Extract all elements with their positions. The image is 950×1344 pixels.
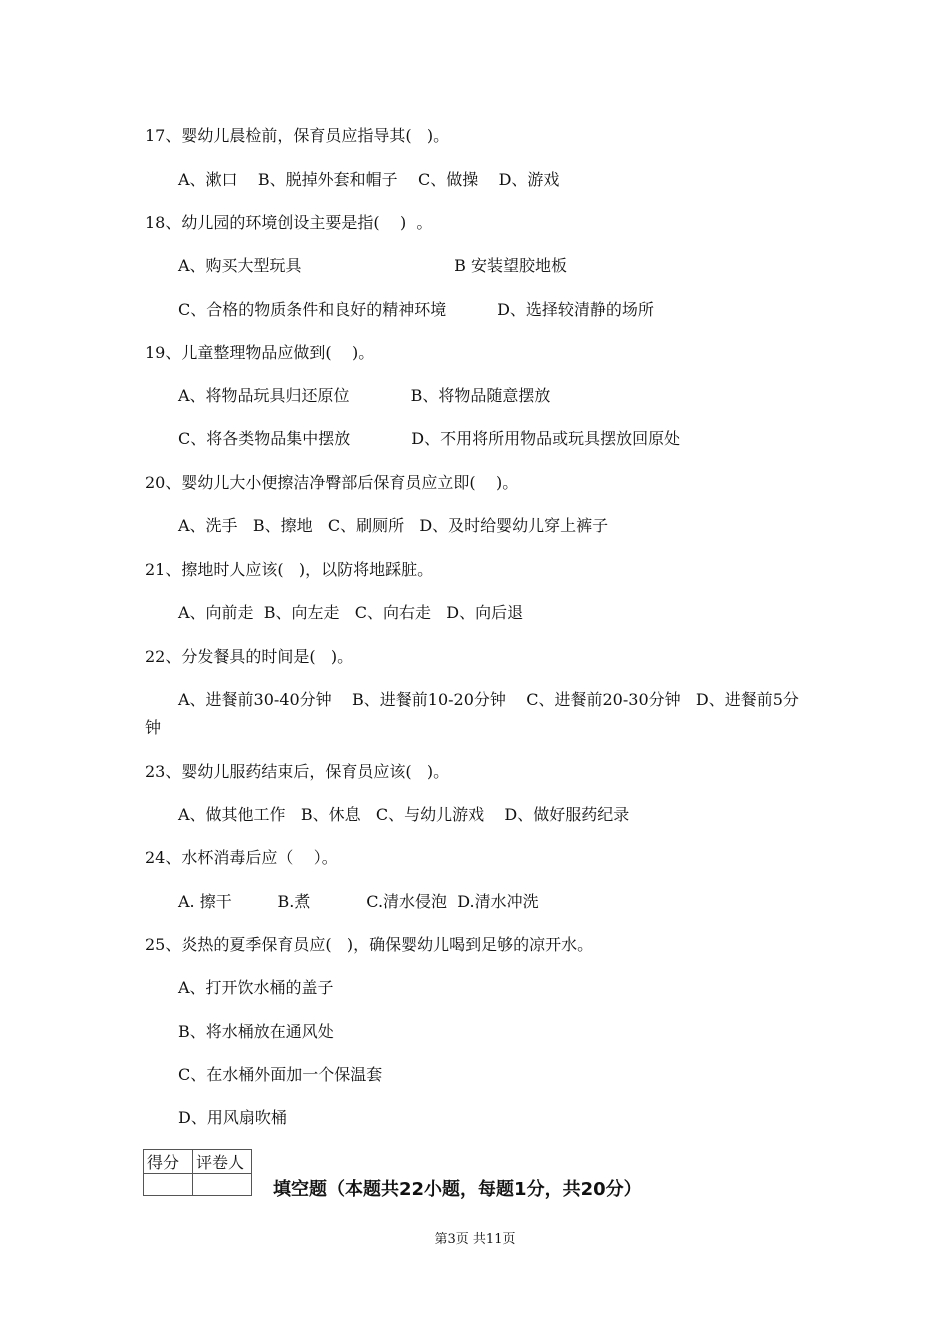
question-25-option-d: D、用风扇吹桶 <box>178 1108 287 1127</box>
question-19-stem: 19、儿童整理物品应做到( )。 <box>145 343 375 362</box>
question-20-options: A、洗手 B、擦地 C、刷厕所 D、及时给婴幼儿穿上裤子 <box>178 516 609 535</box>
question-25-option-a: A、打开饮水桶的盖子 <box>178 978 334 997</box>
question-22-options-wrap: 钟 <box>145 718 162 737</box>
question-17-options: A、漱口 B、脱掉外套和帽子 C、做操 D、游戏 <box>178 170 560 189</box>
grader-header: 评卷人 <box>193 1150 252 1174</box>
score-header: 得分 <box>144 1150 193 1174</box>
score-cell <box>144 1174 193 1196</box>
question-25-option-b: B、将水桶放在通风处 <box>178 1022 334 1041</box>
page-footer: 第3页 共11页 <box>434 1232 516 1247</box>
question-18-options-1: A、购买大型玩具 B 安装望胶地板 <box>178 256 567 275</box>
question-25-option-c: C、在水桶外面加一个保温套 <box>178 1065 383 1084</box>
question-23-options: A、做其他工作 B、休息 C、与幼儿游戏 D、做好服药纪录 <box>178 805 630 824</box>
question-22-stem: 22、分发餐具的时间是( )。 <box>145 647 354 666</box>
score-box <box>143 1149 252 1196</box>
question-17-stem: 17、婴幼儿晨检前，保育员应指导其( )。 <box>145 126 450 145</box>
question-21-options: A、向前走 B、向左走 C、向右走 D、向后退 <box>178 603 524 622</box>
question-24-options: A. 擦干 B.煮 C.清水侵泡 D.清水冲洗 <box>178 892 539 911</box>
question-24-stem: 24、水杯消毒后应（ ）。 <box>145 848 338 867</box>
question-18-stem: 18、幼儿园的环境创设主要是指( ) 。 <box>145 213 433 232</box>
question-25-stem: 25、炎热的夏季保育员应( )，确保婴幼儿喝到足够的凉开水。 <box>145 935 594 954</box>
question-19-options-1: A、将物品玩具归还原位 B、将物品随意摆放 <box>178 386 551 405</box>
question-22-options: A、进餐前30-40分钟 B、进餐前10-20分钟 C、进餐前20-30分钟 D、进餐前5分 <box>178 690 799 709</box>
question-18-options-2: C、合格的物质条件和良好的精神环境 D、选择较清静的场所 <box>178 300 654 319</box>
question-19-options-2: C、将各类物品集中摆放 D、不用将所用物品或玩具摆放回原处 <box>178 429 681 448</box>
question-23-stem: 23、婴幼儿服药结束后，保育员应该( )。 <box>145 762 450 781</box>
question-20-stem: 20、婴幼儿大小便擦洁净臀部后保育员应立即( )。 <box>145 473 519 492</box>
grader-cell <box>193 1174 252 1196</box>
section-title: 填空题（本题共22小题，每题1分，共20分） <box>273 1179 642 1200</box>
question-21-stem: 21、擦地时人应该( )，以防将地踩脏。 <box>145 560 434 579</box>
